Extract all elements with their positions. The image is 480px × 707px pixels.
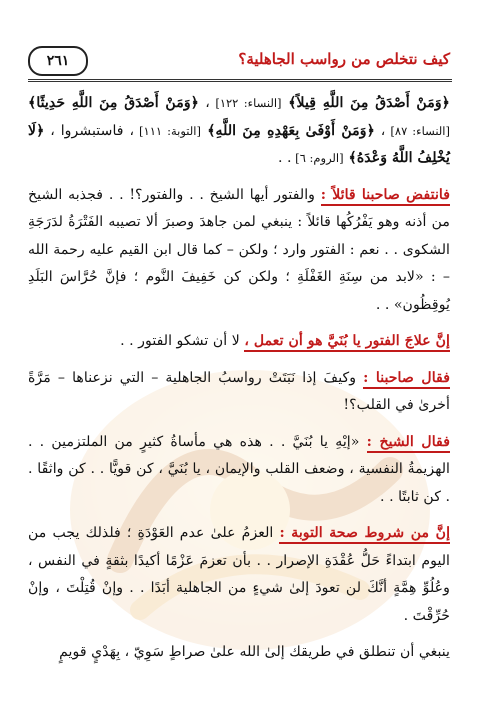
paragraph-question xyxy=(28,365,450,420)
paragraph-text: ينبغي أن تنطلق في طريقك إلىٰ الله علىٰ صراطٍ سَوِيّ ، بِهَدْيٍ قويمٍ xyxy=(59,644,450,660)
running-title: كيف نتخلص من رواسب الجاهلية؟ xyxy=(238,50,450,68)
verse-reference: [التوبة: ١١١] xyxy=(134,123,201,138)
quran-verse: ﴿لَا يُخْلِفُ اللَّهُ وَعْدَهُ﴾ xyxy=(28,122,450,166)
verse-reference: [الروم: ٦] xyxy=(291,151,344,165)
quran-verse: ﴿وَمَنْ أَصْدَقُ مِنَ اللَّهِ قِيلاً﴾ xyxy=(281,95,450,111)
header-rule xyxy=(28,79,452,82)
paragraph-text: ، xyxy=(374,122,386,139)
paragraph-verses xyxy=(28,90,450,173)
page-number: ٢٦١ xyxy=(28,46,88,76)
paragraph-text: ، xyxy=(199,95,210,111)
verse-reference: [النساء: ٨٧] xyxy=(385,123,450,138)
paragraph-conditions xyxy=(28,520,450,630)
quran-verse: ﴿وَمَنْ أَصْدَقُ مِنَ اللَّهِ حَدِيثًا﴾ xyxy=(28,95,199,111)
paragraph-answer xyxy=(28,429,450,512)
paragraph-fatigue xyxy=(28,182,450,320)
speaker-label: فانتفض صاحبنا قائلاً : xyxy=(321,187,450,206)
paragraph-text: . . xyxy=(278,150,292,166)
paragraph-text: العزمُ علىٰ عدم العَوْدَةِ ؛ فلذلك يجب من اليوم ابتداءً حَلُّ عُقْدَةِ الإصرار . . بأن تعزمَ عَزْمًا أكيدًا بثقةٍ في النفس ، وعُلُوِّ هِمَّةٍ أنَّكَ لن تعودَ إلىٰ شيءٍ من الجاهلية أبَدًا . . وإنْ قُتِلْتَ ، وإنْ حُرِّقْتَ . xyxy=(28,525,450,624)
page-header xyxy=(28,46,452,80)
quran-verse: ﴿وَمَنْ أَوْفَىٰ بِعَهْدِهِ مِنَ اللَّهِ﴾ xyxy=(200,122,375,139)
paragraph-text: ، فاستبشروا ، xyxy=(44,122,135,139)
speaker-label: إنَّ من شروط صحة التوبة : xyxy=(279,525,450,544)
paragraph-path xyxy=(28,639,450,667)
verse-reference: [النساء: ١٢٢] xyxy=(209,96,282,110)
speaker-label: فقال صاحبنا : xyxy=(363,370,450,389)
paragraph-cure xyxy=(28,328,450,356)
speaker-label: فقال الشيخ : xyxy=(367,434,450,453)
page-body xyxy=(28,90,450,676)
paragraph-text: لا أن تشكو الفتور . . xyxy=(120,333,245,349)
paragraph-text: «إيْهِ يا بُنَيَّ . . هذه هي مأساةُ كثيرٍ من الملتزمين . . الهزيمةُ النفسية ، وضعف القلب والإيمان ، يا بُنَيَّ ، كن قويًّا . . كن واثقًا . . كن ثابتًا . . xyxy=(28,433,450,505)
paragraph-text: وكيفَ إذا نَبَتَتْ رواسبُ الجاهلية – التي نزعناها – مَرَّةً أخرىٰ في القلب؟! xyxy=(28,369,450,413)
speaker-label: إنَّ علاجَ الفتور يا بُنَيَّ هو أن تعمل ، xyxy=(244,333,450,352)
paragraph-text: والفتور أيها الشيخ . . والفتور؟! . . فجذبه الشيخ من أذنه وهو يَفْرُكُها قائلاً : ينبغي لمن جاهدَ وصبرَ ألا تصيبه الفَتْرَةُ لدَرَجَةِ الشكوى . . نعم : الفتور وارد ؛ ولكن – كما قال ابن القيم عليه رحمة الله – : «لابد من سِنَةِ الغَفْلَةِ ؛ ولكن كن خَفِيفَ النَّوم ؛ فإنَّ حُرَّاسَ البَلَدِ يُوقِظُون» . . xyxy=(28,186,450,313)
